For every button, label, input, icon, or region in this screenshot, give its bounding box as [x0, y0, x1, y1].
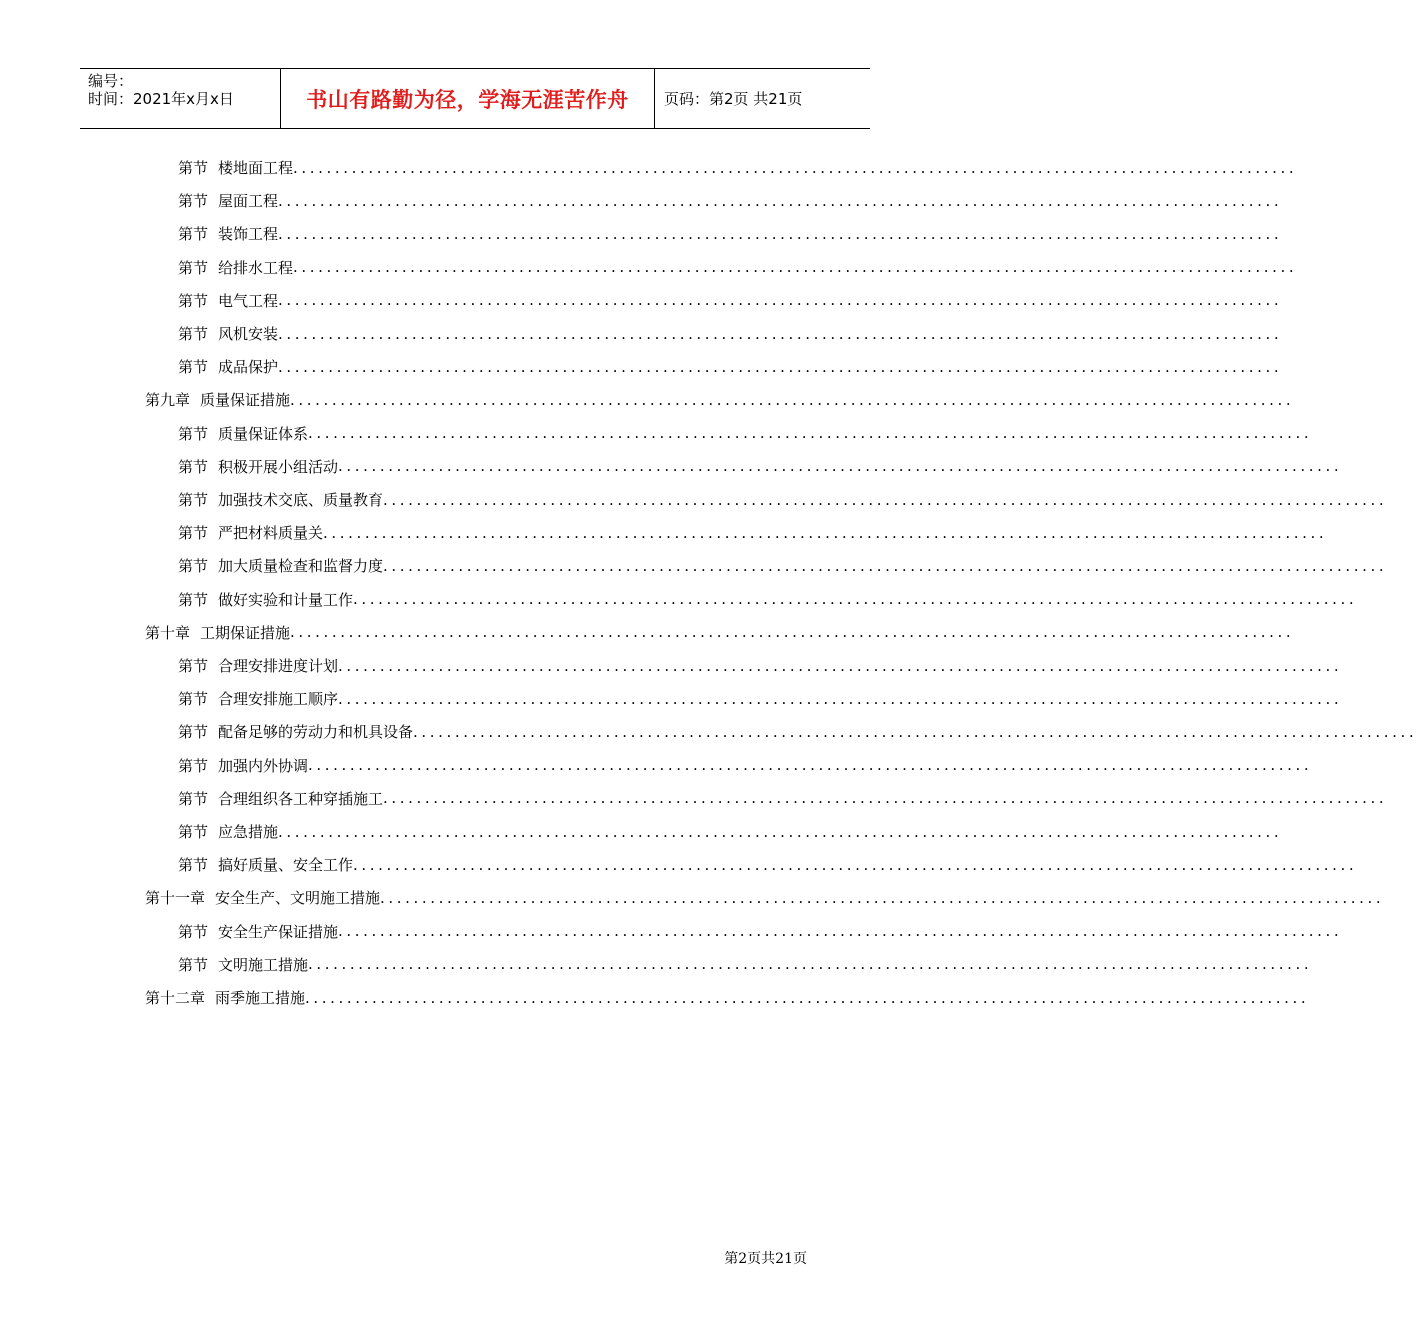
toc-entry-title: 配备足够的劳动力和机具设备 [218, 723, 414, 742]
toc-leader-dots: ........................................................................................................................ [308, 955, 1313, 974]
toc-entry-number: 第节 [178, 690, 209, 709]
toc-entry-title: 电气工程 [218, 291, 279, 310]
toc-leader-dots: ........................................................................................................................ [380, 888, 1385, 907]
toc-entry-title: 屋面工程 [218, 192, 279, 211]
toc-entry-title: 合理安排施工顺序 [218, 690, 339, 709]
toc-leader-dots: ........................................................................................................................ [290, 390, 1295, 409]
toc-section [0, 417, 1313, 450]
toc-leader-dots: ........................................................................................................................ [308, 756, 1313, 775]
toc-entry-number: 第节 [178, 457, 209, 476]
toc-section [0, 649, 1343, 682]
toc-section [0, 217, 1283, 250]
toc-leader-dots: ........................................................................................................................ [278, 822, 1283, 841]
header-meta [80, 69, 281, 128]
toc-entry-title: 合理组织各工种穿插施工 [218, 789, 384, 808]
toc-entry-title: 安全生产保证措施 [218, 922, 339, 941]
toc-entry-title: 质量保证措施 [200, 391, 291, 410]
toc-entry-title: 积极开展小组活动 [218, 457, 339, 476]
toc-section [0, 749, 1313, 782]
toc-entry-title: 加强技术交底、质量教育 [218, 491, 384, 509]
toc-leader-dots: ........................................................................................................................ [278, 324, 1283, 343]
toc-leader-dots: ........................................................................................................................ [278, 191, 1283, 210]
toc-section [0, 516, 1328, 549]
toc-entry-number: 第节 [178, 756, 209, 775]
toc-leader-dots: ........................................................................................................................ [338, 922, 1343, 941]
toc-section [0, 682, 1343, 715]
toc-leader-dots: ........................................................................................................................ [383, 789, 1388, 808]
toc-entry-number: 第节 [178, 192, 209, 211]
toc-leader-dots: ........................................................................................................................ [353, 590, 1358, 609]
toc-entry-number: 第节 [178, 657, 209, 675]
toc-section [0, 848, 1358, 881]
toc-entry-number: 第节 [178, 723, 209, 742]
toc-entry-title: 做好实验和计量工作 [218, 590, 354, 609]
toc-chapter [0, 383, 1295, 416]
header-motto: 书山有路勤为径，学海无涯苦作舟 [281, 69, 655, 128]
toc-leader-dots: ........................................................................................................................ [323, 523, 1328, 542]
toc-section [0, 350, 1283, 383]
toc-leader-dots: ........................................................................................................................ [305, 988, 1310, 1007]
page-header [80, 68, 870, 129]
toc-entry-number: 第节 [178, 225, 209, 244]
toc-section [0, 549, 1388, 582]
toc-leader-dots: ........................................................................................................................ [290, 623, 1295, 642]
toc-entry-number: 第十一章 [145, 889, 206, 908]
toc-entry-number: 第十二章 [145, 989, 206, 1007]
toc-section [0, 251, 1298, 284]
toc-chapter [0, 881, 1385, 914]
toc-entry-number: 第节 [178, 789, 209, 808]
toc-section [0, 948, 1313, 981]
toc-leader-dots: ........................................................................................................................ [413, 722, 1417, 741]
document-time-label: 时间：2021年x月x日 [88, 90, 234, 108]
toc-entry-number: 第节 [178, 524, 209, 543]
toc-entry-number: 第节 [178, 823, 209, 841]
toc-entry-number: 第节 [178, 491, 209, 509]
toc-entry-number: 第节 [178, 358, 209, 377]
toc-section [0, 715, 1417, 748]
toc-entry-number: 第节 [178, 955, 209, 974]
toc-leader-dots: ........................................................................................................................ [293, 158, 1298, 177]
toc-entry-number: 第节 [178, 325, 209, 343]
toc-entry-number: 第节 [178, 159, 209, 177]
header-page-number: 页码：第2页 共21页 [664, 90, 803, 108]
toc-entry-title: 风机安装 [218, 325, 279, 343]
toc-entry-title: 成品保护 [218, 358, 279, 377]
document-number-label: 编号： [88, 72, 134, 90]
toc-leader-dots: ........................................................................................................................ [338, 689, 1343, 708]
toc-entry-number: 第十章 [145, 623, 191, 642]
toc-leader-dots: ........................................................................................................................ [338, 457, 1343, 476]
toc-entry-title: 应急措施 [218, 823, 279, 841]
toc-entry-title: 质量保证体系 [218, 424, 309, 443]
toc-entry-number: 第节 [178, 590, 209, 609]
toc-entry-title: 加强内外协调 [218, 756, 309, 775]
toc-entry-title: 文明施工措施 [218, 955, 309, 974]
toc-section [0, 317, 1283, 350]
toc-chapter [0, 981, 1310, 1014]
toc-section [0, 450, 1343, 483]
toc-section [0, 815, 1283, 848]
toc-entry-title: 搞好质量、安全工作 [218, 856, 354, 875]
toc-entry-title: 合理安排进度计划 [218, 657, 339, 675]
toc-entry-number: 第节 [178, 557, 209, 576]
toc-section [0, 583, 1358, 616]
toc-leader-dots: ........................................................................................................................ [278, 224, 1283, 243]
toc-entry-title: 雨季施工措施 [215, 989, 306, 1007]
toc-entry-number: 第九章 [145, 391, 191, 410]
page-footer-number: 第2页共21页 [724, 1251, 807, 1267]
toc-leader-dots: ........................................................................................................................ [278, 357, 1283, 376]
toc-chapter [0, 616, 1295, 649]
toc-entry-title: 给排水工程 [218, 258, 294, 277]
toc-leader-dots: ........................................................................................................................ [293, 258, 1298, 277]
toc-leader-dots: ........................................................................................................................ [383, 556, 1388, 575]
toc-section [0, 151, 1298, 184]
toc-entry-number: 第节 [178, 856, 209, 875]
toc-leader-dots: ........................................................................................................................ [338, 656, 1343, 675]
toc-leader-dots: ........................................................................................................................ [308, 424, 1313, 443]
toc-entry-number: 第节 [178, 291, 209, 310]
toc-entry-number: 第节 [178, 922, 209, 941]
toc-section [0, 184, 1283, 217]
toc-section [0, 284, 1283, 317]
toc-entry-title: 安全生产、文明施工措施 [215, 889, 381, 908]
toc-entry-number: 第节 [178, 258, 209, 277]
toc-leader-dots: ........................................................................................................................ [383, 490, 1388, 509]
toc-entry-title: 严把材料质量关 [218, 524, 324, 543]
toc-entry-title: 加大质量检查和监督力度 [218, 557, 384, 576]
toc-entry-number: 第节 [178, 424, 209, 443]
toc-section [0, 782, 1388, 815]
toc-entry-title: 装饰工程 [218, 225, 279, 244]
toc-leader-dots: ........................................................................................................................ [353, 855, 1358, 874]
toc-leader-dots: ........................................................................................................................ [278, 291, 1283, 310]
toc-section [0, 483, 1388, 516]
toc-entry-title: 楼地面工程 [218, 159, 294, 177]
toc-entry-title: 工期保证措施 [200, 623, 291, 642]
toc-section [0, 915, 1343, 948]
